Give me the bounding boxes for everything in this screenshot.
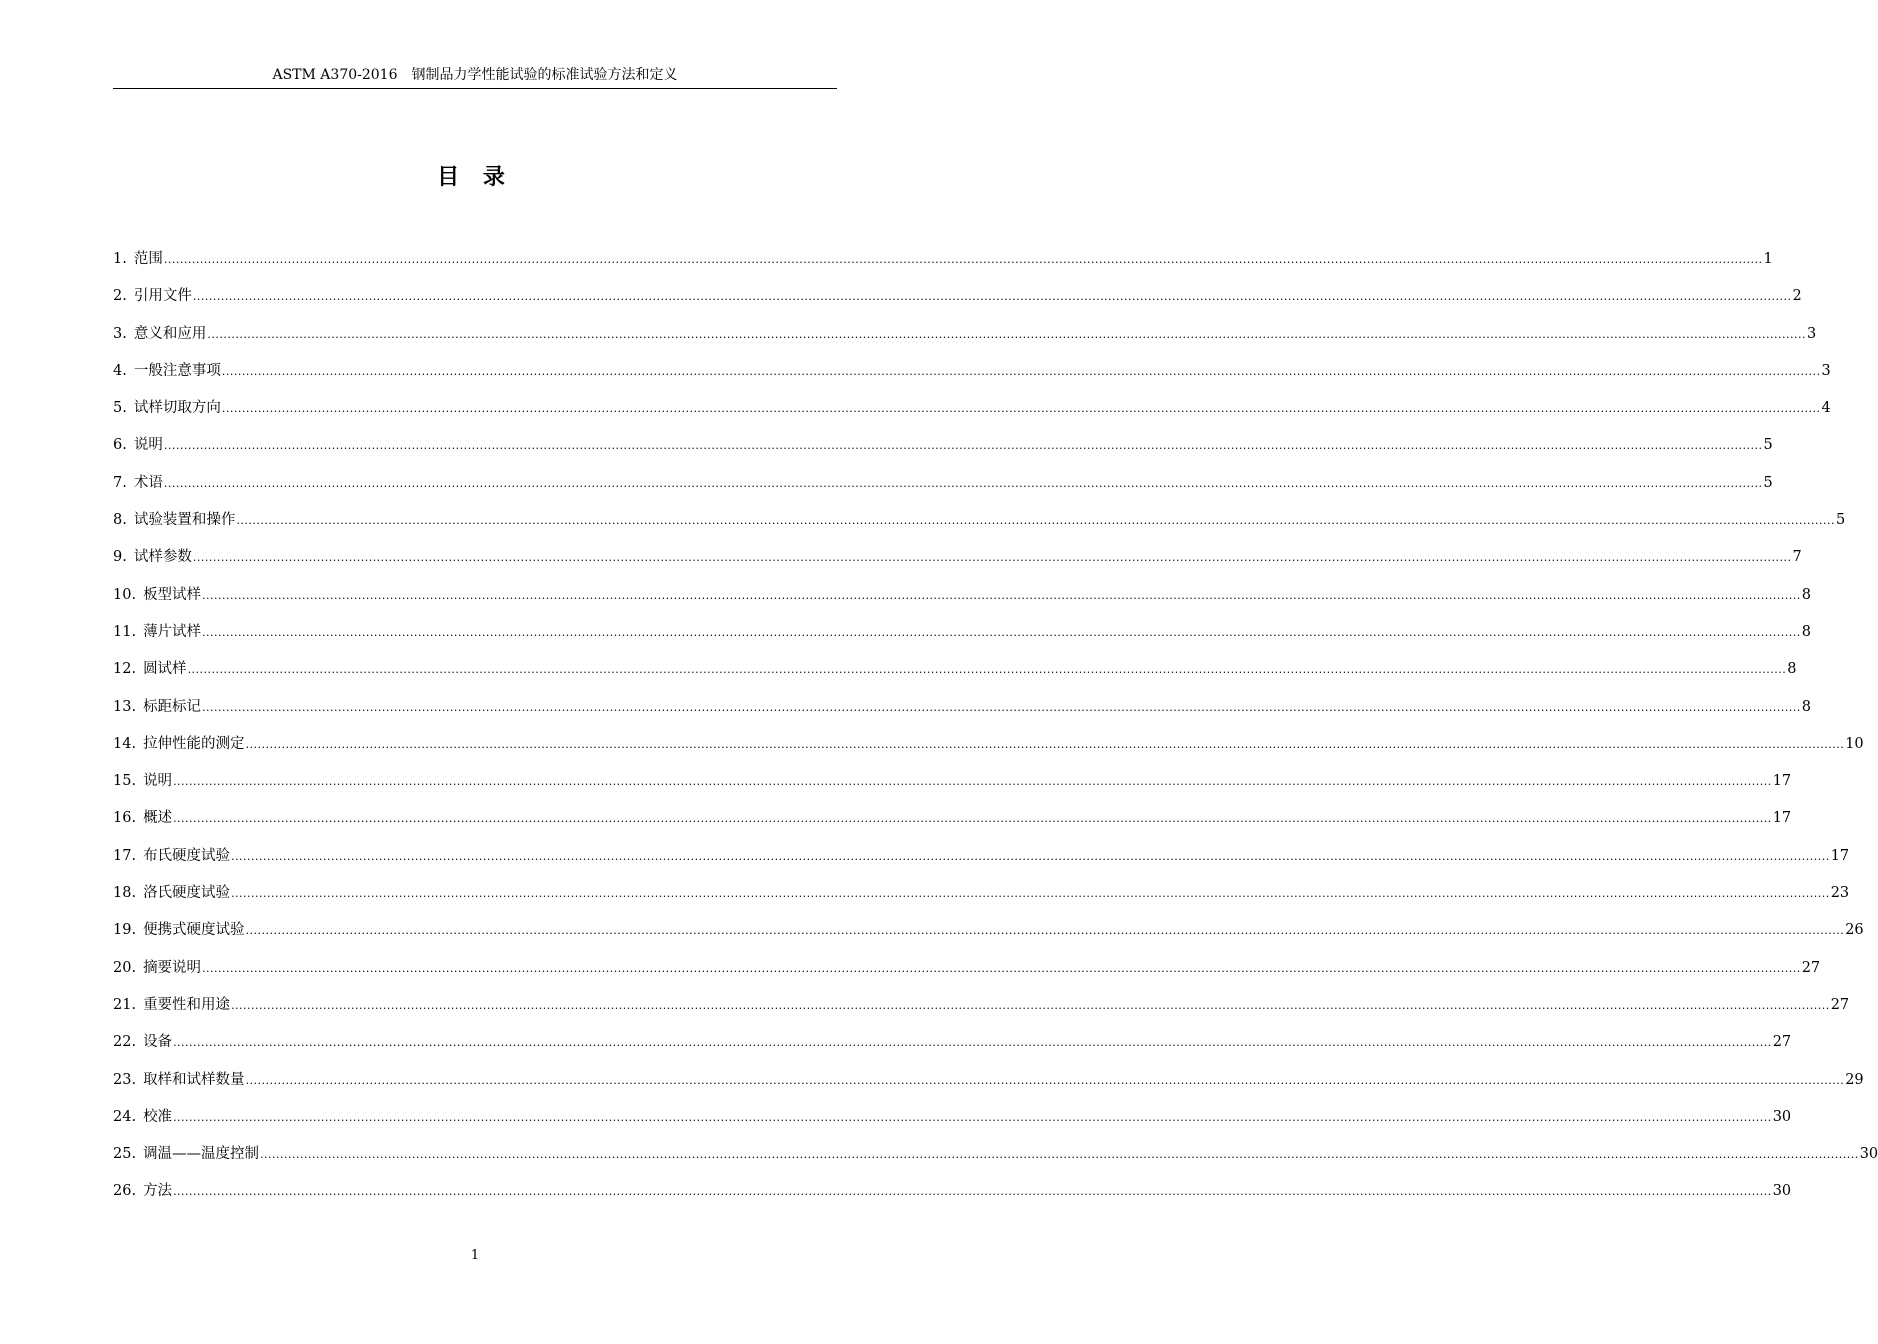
- toc-entry-page: 7: [1792, 549, 1802, 566]
- toc-dot-leader: ................................................................................................................................................................................................................................................................................................................................................................................................................: [207, 327, 1806, 341]
- toc-dot-leader: ................................................................................................................................................................................................................................................................................................................................................................................................................: [202, 625, 1801, 639]
- toc-entry-label: 洛氏硬度试验: [143, 885, 231, 902]
- toc-entry-number: 10.: [113, 586, 137, 603]
- toc-entry-page: 17: [1772, 773, 1792, 790]
- toc-entry-number: 6.: [113, 437, 127, 454]
- toc-entry-number: 9.: [113, 549, 127, 566]
- toc-entry-label: 引用文件: [133, 288, 192, 305]
- toc-entry-label: 试样参数: [133, 549, 192, 566]
- toc-entry-page: 3: [1821, 362, 1831, 379]
- toc-entry[interactable]: [113, 546, 1802, 583]
- toc-entry[interactable]: [113, 1106, 1792, 1143]
- toc-dot-leader: ................................................................................................................................................................................................................................................................................................................................................................................................................: [231, 849, 1830, 863]
- toc-dot-leader: ................................................................................................................................................................................................................................................................................................................................................................................................................: [163, 439, 1763, 453]
- toc-entry[interactable]: [113, 621, 1811, 658]
- toc-entry-page: 2: [1792, 288, 1802, 305]
- toc-entry-page: 30: [1772, 1108, 1792, 1125]
- toc-entry-page: 27: [1801, 959, 1821, 976]
- toc-title: 目 录: [437, 164, 513, 190]
- toc-entry-page: 23: [1830, 885, 1850, 902]
- header-rule: [113, 88, 837, 89]
- toc-dot-leader: ................................................................................................................................................................................................................................................................................................................................................................................................................: [202, 588, 1801, 602]
- toc-entry[interactable]: [113, 509, 1846, 546]
- toc-dot-leader: ................................................................................................................................................................................................................................................................................................................................................................................................................: [245, 1073, 1845, 1087]
- toc-entry-number: 5.: [113, 400, 127, 417]
- toc-dot-leader: ................................................................................................................................................................................................................................................................................................................................................................................................................: [192, 290, 1792, 304]
- toc-entry[interactable]: [113, 845, 1850, 882]
- toc-entry-number: 15.: [113, 773, 137, 790]
- toc-entry-number: 19.: [113, 922, 137, 939]
- toc-entry[interactable]: [113, 1143, 1878, 1180]
- toc-dot-leader: ................................................................................................................................................................................................................................................................................................................................................................................................................: [187, 663, 1787, 677]
- toc-entry-number: 1.: [113, 251, 127, 267]
- toc-dot-leader: ................................................................................................................................................................................................................................................................................................................................................................................................................: [231, 998, 1830, 1012]
- toc-entry[interactable]: [113, 1069, 1864, 1106]
- toc-entry-label: 薄片试样: [143, 623, 202, 640]
- toc-entry-number: 8.: [113, 512, 127, 529]
- page-number: 1: [470, 1248, 480, 1263]
- toc-dot-leader: ................................................................................................................................................................................................................................................................................................................................................................................................................: [173, 775, 1772, 789]
- toc-entry[interactable]: [113, 733, 1864, 770]
- toc-entry-page: 10: [1845, 735, 1864, 752]
- toc-entry-label: 校准: [143, 1108, 173, 1125]
- toc-entry-number: 18.: [113, 885, 137, 902]
- toc-entry-number: 11.: [113, 623, 137, 640]
- toc-entry-number: 12.: [113, 661, 137, 678]
- toc-entry-page: 27: [1772, 1034, 1792, 1051]
- toc-entry-number: 3.: [113, 325, 127, 342]
- toc-entry-number: 20.: [113, 959, 137, 976]
- toc-entry[interactable]: [113, 807, 1792, 844]
- toc-entry-label: 标距标记: [143, 698, 202, 715]
- toc-entry-page: 5: [1763, 474, 1773, 491]
- toc-entry-label: 方法: [143, 1183, 173, 1200]
- toc-entry-number: 2.: [113, 288, 127, 305]
- toc-entry[interactable]: [113, 472, 1773, 509]
- toc-dot-leader: ................................................................................................................................................................................................................................................................................................................................................................................................................: [163, 253, 1763, 266]
- toc-entry-label: 便携式硬度试验: [143, 922, 245, 939]
- toc-entry-label: 术语: [133, 474, 163, 491]
- toc-entry-number: 14.: [113, 735, 137, 752]
- toc-entry-label: 概述: [143, 810, 173, 827]
- toc-entry[interactable]: [113, 397, 1831, 434]
- toc-entry-number: 26.: [113, 1183, 137, 1200]
- toc-entry-label: 圆试样: [143, 661, 187, 678]
- toc-entry-number: 22.: [113, 1034, 137, 1051]
- toc-dot-leader: ................................................................................................................................................................................................................................................................................................................................................................................................................: [221, 402, 1821, 416]
- toc-entry-label: 布氏硬度试验: [143, 847, 231, 864]
- toc-entry[interactable]: [113, 285, 1802, 322]
- toc-dot-leader: ................................................................................................................................................................................................................................................................................................................................................................................................................: [202, 961, 1801, 975]
- toc-entry-label: 设备: [143, 1034, 173, 1051]
- toc-entry-label: 一般注意事项: [133, 362, 221, 379]
- toc-entry[interactable]: [113, 360, 1831, 397]
- toc-entry-page: 5: [1835, 512, 1846, 529]
- toc-entry-number: 24.: [113, 1108, 137, 1125]
- toc-entry[interactable]: [113, 248, 1773, 285]
- toc-entry-number: 25.: [113, 1146, 137, 1163]
- toc-entry-page: 29: [1845, 1071, 1864, 1088]
- toc-dot-leader: ................................................................................................................................................................................................................................................................................................................................................................................................................: [245, 924, 1845, 938]
- toc-entry-page: 26: [1845, 922, 1864, 939]
- toc-entry[interactable]: [113, 1180, 1792, 1217]
- toc-dot-leader: ................................................................................................................................................................................................................................................................................................................................................................................................................: [173, 1185, 1772, 1199]
- toc-entry-page: 1: [1763, 251, 1773, 267]
- toc-entry[interactable]: [113, 323, 1817, 360]
- toc-entry-number: 21.: [113, 996, 137, 1013]
- toc-entry[interactable]: [113, 919, 1864, 956]
- toc-entry-page: 30: [1772, 1183, 1792, 1200]
- toc-dot-leader: ................................................................................................................................................................................................................................................................................................................................................................................................................: [163, 476, 1763, 490]
- toc-entry-number: 17.: [113, 847, 137, 864]
- toc-entry-label: 意义和应用: [133, 325, 207, 342]
- toc-entry-page: 8: [1801, 586, 1811, 603]
- toc-entry[interactable]: [113, 658, 1797, 695]
- toc-entry-number: 13.: [113, 698, 137, 715]
- toc-entry-number: 23.: [113, 1071, 137, 1088]
- toc-entry-label: 拉伸性能的测定: [143, 735, 245, 752]
- toc-entry[interactable]: [113, 882, 1850, 919]
- toc-entry-label: 试验装置和操作: [133, 512, 236, 529]
- toc-dot-leader: ................................................................................................................................................................................................................................................................................................................................................................................................................: [192, 551, 1792, 565]
- toc-entry-page: 17: [1830, 847, 1850, 864]
- running-header: ASTM A370-2016 钢制品力学性能试验的标准试验方法和定义: [272, 67, 678, 83]
- toc-entry-label: 摘要说明: [143, 959, 202, 976]
- toc-entry-label: 范围: [133, 251, 163, 267]
- toc-dot-leader: ................................................................................................................................................................................................................................................................................................................................................................................................................: [173, 1036, 1772, 1050]
- toc-entry[interactable]: [113, 1031, 1792, 1068]
- toc-entry-label: 取样和试样数量: [143, 1071, 245, 1088]
- toc-dot-leader: ................................................................................................................................................................................................................................................................................................................................................................................................................: [260, 1148, 1859, 1162]
- toc-entry-label: 说明: [133, 437, 163, 454]
- toc-entry-page: 5: [1763, 437, 1773, 454]
- toc-dot-leader: ................................................................................................................................................................................................................................................................................................................................................................................................................: [173, 812, 1772, 826]
- toc-entry-label: 调温——温度控制: [143, 1146, 260, 1163]
- toc-dot-leader: ................................................................................................................................................................................................................................................................................................................................................................................................................: [173, 1110, 1772, 1124]
- toc-dot-leader: ................................................................................................................................................................................................................................................................................................................................................................................................................: [236, 514, 1835, 528]
- toc-entry-page: 27: [1830, 996, 1850, 1013]
- toc-entry-label: 说明: [143, 773, 173, 790]
- toc-entry-number: 7.: [113, 474, 127, 491]
- toc-entry-page: 3: [1806, 325, 1817, 342]
- toc-entry-label: 重要性和用途: [143, 996, 231, 1013]
- toc-entry-number: 4.: [113, 362, 127, 379]
- toc-dot-leader: ................................................................................................................................................................................................................................................................................................................................................................................................................: [202, 700, 1801, 714]
- toc-entry[interactable]: [113, 696, 1811, 733]
- toc-entry-page: 17: [1772, 810, 1792, 827]
- toc-entry[interactable]: [113, 584, 1811, 621]
- toc-dot-leader: ................................................................................................................................................................................................................................................................................................................................................................................................................: [245, 737, 1845, 751]
- toc-entry[interactable]: [113, 994, 1850, 1031]
- toc-entry-page: 8: [1787, 661, 1797, 678]
- toc-entry-page: 8: [1801, 623, 1811, 640]
- toc-dot-leader: ................................................................................................................................................................................................................................................................................................................................................................................................................: [221, 364, 1821, 378]
- toc-entry[interactable]: [113, 770, 1792, 807]
- toc-entry-label: 板型试样: [143, 586, 202, 603]
- toc-entry[interactable]: [113, 434, 1773, 471]
- toc-entry-page: 4: [1821, 400, 1831, 417]
- toc-entry-page: 30: [1859, 1146, 1878, 1163]
- toc-entry-number: 16.: [113, 810, 137, 827]
- toc-entry-page: 8: [1801, 698, 1811, 715]
- toc-dot-leader: ................................................................................................................................................................................................................................................................................................................................................................................................................: [231, 887, 1830, 901]
- toc-entry-label: 试样切取方向: [133, 400, 221, 417]
- table-of-contents: [113, 248, 1878, 1218]
- toc-entry[interactable]: [113, 957, 1821, 994]
